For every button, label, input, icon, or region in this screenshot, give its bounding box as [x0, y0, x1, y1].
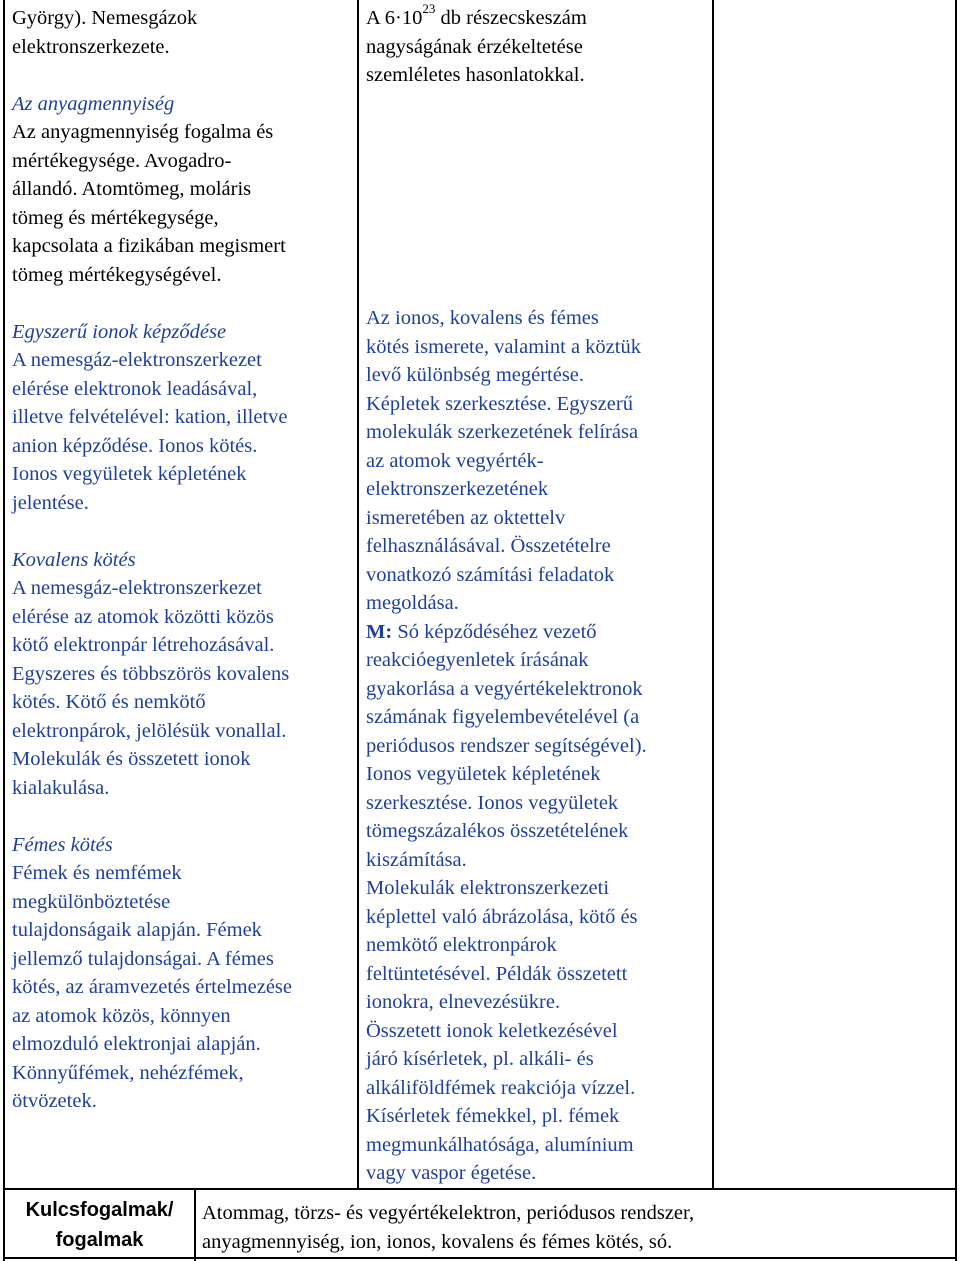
- body-line: kötés ismerete, valamint a köztük: [366, 335, 641, 358]
- body-line: Az ionos, kovalens és fémes: [366, 307, 599, 329]
- section-anyagmennyiseg: [12, 90, 357, 290]
- body-line: számának figyelembevételével (a: [366, 706, 640, 728]
- body-line: Ionos vegyületek képletének: [12, 463, 247, 485]
- body-line: megkülönböztetése: [12, 890, 171, 913]
- intro-line: György). Nemesgázok: [12, 7, 198, 29]
- body-line: kapcsolata a fizikában megismert: [12, 235, 286, 257]
- body-line: nagyságának érzékeltetése: [366, 35, 583, 58]
- body-line: Az anyagmennyiség fogalma és: [12, 121, 274, 143]
- body-line: Ionos vegyületek képletének: [366, 763, 601, 785]
- body-line: az atomok vegyérték-: [366, 449, 544, 472]
- key-concepts-terms-line: Atommag, törzs- és vegyértékelektron, periódusos rendszer,: [202, 1202, 695, 1224]
- avogadro-exponent: 23: [422, 1, 436, 17]
- body-line: ionokra, elnevezésükre.: [366, 991, 561, 1013]
- border-col-divider-2: [712, 0, 714, 1190]
- body-line: elektronpárok, jelölésük vonallal.: [12, 719, 287, 742]
- body-line: elektronszerkezetének: [366, 478, 549, 500]
- body-line: jelentése.: [12, 491, 89, 514]
- body-line: szemléletes hasonlatokkal.: [366, 64, 585, 86]
- body-line: az atomok közös, könnyen: [12, 1004, 231, 1027]
- left-column-content: [12, 4, 357, 1116]
- body-line: vagy vaspor égetése.: [366, 1162, 537, 1184]
- body-line: tömegszázalékos összetételének: [366, 820, 629, 842]
- body-line: tömeg mértékegységével.: [12, 263, 222, 286]
- body-line: megmunkálhatósága, alumínium: [366, 1133, 634, 1156]
- body-line: képlettel való ábrázolása, kötő és: [366, 905, 638, 928]
- body-line: Egyszeres és többszörös kovalens: [12, 662, 290, 685]
- avogadro-line: [366, 1, 711, 33]
- body-line: illetve felvételével: kation, illetve: [12, 406, 288, 428]
- body-line: tömeg és mértékegysége,: [12, 206, 219, 229]
- body-line: alkáliföldfémek reakciója vízzel.: [366, 1076, 636, 1099]
- body-line: reakcióegyenletek írásának: [366, 649, 589, 671]
- body-line: molekulák szerkezetének felírása: [366, 421, 639, 443]
- key-concepts-terms: [202, 1199, 952, 1257]
- section-ionok: [12, 318, 357, 518]
- body-line: Molekulák és összetett ionok: [12, 748, 251, 770]
- body-line: Képletek szerkesztése. Egyszerű: [366, 392, 633, 415]
- middle-column-top: [366, 1, 711, 90]
- body-line: Kísérletek fémekkel, pl. fémek: [366, 1105, 620, 1127]
- section-femes: [12, 831, 357, 1116]
- body-line: járó kísérletek, pl. alkáli- és: [366, 1048, 594, 1070]
- body-line: elmozduló elektronjai alapján.: [12, 1033, 261, 1055]
- body-line: jellemző tulajdonságai. A fémes: [12, 947, 274, 970]
- body-line: vonatkozó számítási feladatok: [366, 563, 615, 586]
- body-line: ismeretében az oktettelv: [366, 506, 566, 529]
- border-bottom: [3, 1257, 957, 1259]
- body-line: nemkötő elektronpárok: [366, 934, 557, 956]
- body-line: szerkesztése. Ionos vegyületek: [366, 791, 619, 814]
- body-line: periódusos rendszer segítségével).: [366, 734, 647, 757]
- section-heading: Kovalens kötés: [12, 548, 136, 571]
- body-line: elérése elektronok leadásával,: [12, 377, 258, 400]
- border-col-divider-1: [357, 0, 359, 1190]
- section-heading: Az anyagmennyiség: [12, 92, 175, 115]
- body-line: kialakulása.: [12, 776, 110, 799]
- body-line: állandó. Atomtömeg, moláris: [12, 178, 252, 200]
- body-line: levő különbség megértése.: [366, 364, 585, 386]
- key-concepts-label: [5, 1195, 194, 1255]
- body-line: kötés, az áramvezetés értelmezése: [12, 976, 292, 998]
- body-line: Könnyűfémek, nehézfémek,: [12, 1061, 244, 1084]
- body-line: tulajdonságaik alapján. Fémek: [12, 919, 262, 941]
- body-line: ötvözetek.: [12, 1090, 97, 1112]
- body-line: megoldása.: [366, 592, 459, 614]
- body-line: feltüntetésével. Példák összetett: [366, 962, 628, 985]
- body-line: felhasználásával. Összetételre: [366, 535, 611, 557]
- avogadro-prefix: A 6·10: [366, 7, 423, 29]
- border-footer-top: [3, 1188, 957, 1190]
- m-label: M:: [366, 620, 393, 643]
- intro-line: elektronszerkezete.: [12, 35, 170, 58]
- border-right: [955, 0, 957, 1261]
- section-heading: Fémes kötés: [12, 833, 113, 856]
- body-line: Összetett ionok keletkezésével: [366, 1019, 618, 1042]
- body-line: elérése az atomok közötti közös: [12, 605, 274, 628]
- body-line: Fémek és nemfémek: [12, 862, 182, 884]
- section-kovalens: [12, 546, 357, 803]
- body-line: kiszámítása.: [366, 848, 467, 871]
- body-line: anion képződése. Ionos kötés.: [12, 434, 258, 457]
- key-concepts-terms-line: anyagmennyiség, ion, ionos, kovalens és fémes kötés, só.: [202, 1231, 673, 1253]
- body-line: Molekulák elektronszerkezeti: [366, 877, 610, 899]
- m-text: Só képződéséhez vezető: [392, 620, 597, 643]
- avogadro-suffix: db részecskeszám: [435, 7, 587, 29]
- border-left: [3, 0, 5, 1261]
- body-line: A nemesgáz-elektronszerkezet: [12, 577, 262, 599]
- middle-column-main: [366, 304, 711, 1188]
- body-line: A nemesgáz-elektronszerkezet: [12, 349, 262, 371]
- m-line: [366, 618, 711, 647]
- body-line: gyakorlása a vegyértékelektronok: [366, 677, 643, 700]
- key-concepts-label-line: fogalmak: [55, 1229, 144, 1251]
- body-line: kötés. Kötő és nemkötő: [12, 691, 206, 713]
- key-concepts-label-line: Kulcsfogalmak/: [25, 1199, 174, 1221]
- section-heading: Egyszerű ionok képződése: [12, 320, 227, 343]
- body-line: kötő elektronpár létrehozásával.: [12, 634, 275, 656]
- border-footer-divider: [194, 1188, 196, 1261]
- body-line: mértékegysége. Avogadro-: [12, 149, 232, 172]
